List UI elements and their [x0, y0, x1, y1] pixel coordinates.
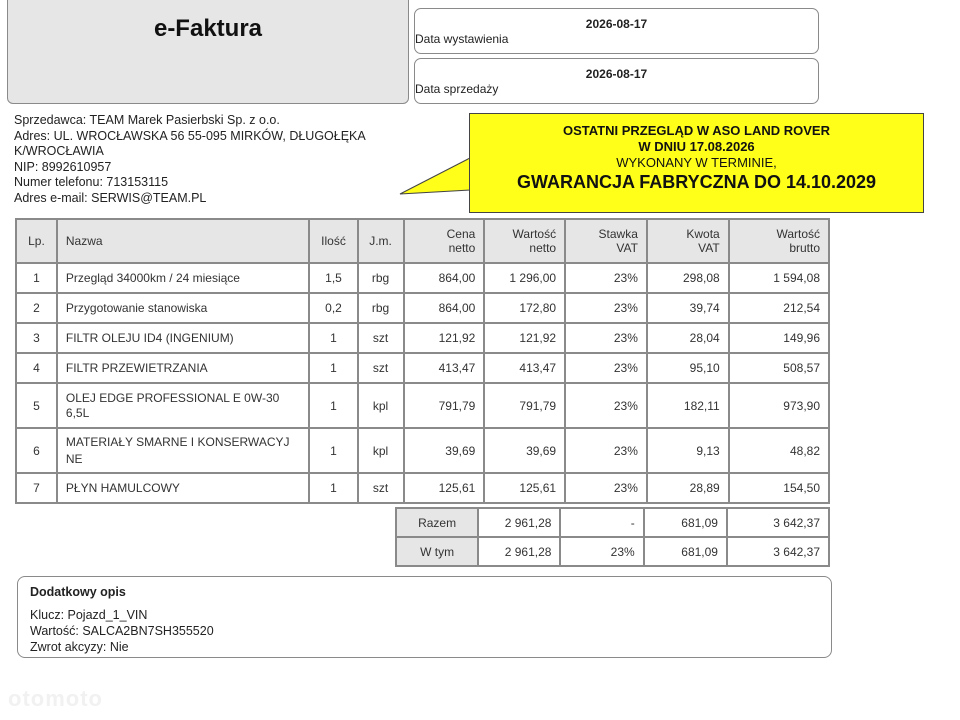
- cell-vat-rate: 23%: [565, 473, 647, 503]
- cell-net-value: 172,80: [484, 293, 565, 323]
- cell-lp: 5: [16, 383, 57, 428]
- summary-incl-rate: 23%: [560, 537, 643, 566]
- cell-vat-rate: 23%: [565, 293, 647, 323]
- header-qty: Ilość: [309, 219, 357, 263]
- cell-qty: 1: [309, 323, 357, 353]
- cell-unit: szt: [358, 323, 404, 353]
- cell-net-value: 1 296,00: [484, 263, 565, 293]
- sale-date-box: [414, 58, 819, 104]
- cell-vat-rate: 23%: [565, 353, 647, 383]
- additional-key: Klucz: Pojazd_1_VIN: [30, 608, 148, 622]
- header-vat-rate: Stawka VAT: [565, 219, 647, 263]
- sale-date: 2026-08-17: [585, 67, 648, 81]
- summary-incl-vat: 681,09: [644, 537, 727, 566]
- seller-info: [14, 113, 366, 206]
- cell-lp: 2: [16, 293, 57, 323]
- cell-net-price: 791,79: [404, 383, 485, 428]
- cell-net-price: 864,00: [404, 263, 485, 293]
- cell-lp: 3: [16, 323, 57, 353]
- summary-total-rate: -: [560, 508, 643, 537]
- cell-qty: 1: [309, 353, 357, 383]
- seller-address-cont: K/WROCŁAWIA: [14, 144, 104, 158]
- header-unit: J.m.: [358, 219, 404, 263]
- header-net-value: Wartość netto: [484, 219, 565, 263]
- summary-incl-gross: 3 642,37: [727, 537, 829, 566]
- items-table: [15, 218, 830, 504]
- issue-date: 2026-08-17: [585, 17, 648, 31]
- summary-total-vat: 681,09: [644, 508, 727, 537]
- cell-vat-amount: 298,08: [647, 263, 729, 293]
- cell-qty: 1: [309, 473, 357, 503]
- cell-qty: 1: [309, 428, 357, 473]
- additional-excise: Zwrot akcyzy: Nie: [30, 640, 129, 654]
- cell-vat-amount: 39,74: [647, 293, 729, 323]
- header-gross: Wartość brutto: [729, 219, 829, 263]
- cell-vat-amount: 28,04: [647, 323, 729, 353]
- cell-lp: 1: [16, 263, 57, 293]
- additional-description-heading: Dodatkowy opis: [30, 585, 126, 599]
- table-row: [16, 293, 829, 323]
- issue-date-label: Data wystawienia: [415, 32, 509, 46]
- cell-vat-rate: 23%: [565, 263, 647, 293]
- summary-total-row: [396, 508, 829, 537]
- cell-vat-amount: 9,13: [647, 428, 729, 473]
- cell-name: OLEJ EDGE PROFESSIONAL E 0W-30 6,5L: [57, 383, 310, 428]
- header-lp: Lp.: [16, 219, 57, 263]
- cell-unit: rbg: [358, 293, 404, 323]
- cell-net-value: 39,69: [484, 428, 565, 473]
- cell-name: Przygotowanie stanowiska: [57, 293, 310, 323]
- callout-line-2: W DNIU 17.08.2026: [638, 139, 755, 154]
- cell-unit: kpl: [358, 428, 404, 473]
- table-row: [16, 473, 829, 503]
- additional-value: Wartość: SALCA2BN7SH355520: [30, 624, 214, 638]
- cell-unit: szt: [358, 473, 404, 503]
- seller-nip: NIP: 8992610957: [14, 159, 112, 174]
- summary-incl-row: [396, 537, 829, 566]
- cell-vat-rate: 23%: [565, 323, 647, 353]
- cell-gross: 973,90: [729, 383, 829, 428]
- invoice-title: e-Faktura: [153, 15, 263, 42]
- summary-total-label: Razem: [396, 508, 478, 537]
- cell-qty: 1,5: [309, 263, 357, 293]
- callout-line-4: GWARANCJA FABRYCZNA DO 14.10.2029: [516, 172, 877, 192]
- cell-lp: 6: [16, 428, 57, 473]
- warranty-callout: [469, 113, 924, 213]
- cell-net-value: 121,92: [484, 323, 565, 353]
- cell-name: Przegląd 34000km / 24 miesiące: [57, 263, 310, 293]
- cell-lp: 7: [16, 473, 57, 503]
- title-box: [7, 0, 409, 104]
- summary-table: [395, 507, 830, 567]
- table-row: [16, 383, 829, 428]
- cell-gross: 212,54: [729, 293, 829, 323]
- cell-net-value: 125,61: [484, 473, 565, 503]
- cell-net-value: 413,47: [484, 353, 565, 383]
- cell-name: PŁYN HAMULCOWY: [57, 473, 310, 503]
- cell-vat-rate: 23%: [565, 428, 647, 473]
- cell-gross: 48,82: [729, 428, 829, 473]
- cell-net-price: 864,00: [404, 293, 485, 323]
- cell-qty: 0,2: [309, 293, 357, 323]
- cell-name: FILTR OLEJU ID4 (INGENIUM): [57, 323, 310, 353]
- cell-vat-amount: 28,89: [647, 473, 729, 503]
- table-row: [16, 353, 829, 383]
- cell-unit: rbg: [358, 263, 404, 293]
- seller-phone: Numer telefonu: 713153115: [14, 175, 169, 189]
- additional-description-box: [17, 576, 832, 658]
- cell-gross: 149,96: [729, 323, 829, 353]
- summary-incl-net: 2 961,28: [478, 537, 560, 566]
- issue-date-box: [414, 8, 819, 54]
- table-header-row: [16, 219, 829, 263]
- cell-vat-amount: 95,10: [647, 353, 729, 383]
- header-net-price: Cena netto: [404, 219, 485, 263]
- summary-total-net: 2 961,28: [478, 508, 560, 537]
- summary-incl-label: W tym: [396, 537, 478, 566]
- cell-net-price: 413,47: [404, 353, 485, 383]
- table-row: [16, 323, 829, 353]
- seller-name: Sprzedawca: TEAM Marek Pasierbski Sp. z o.o.: [14, 113, 280, 127]
- cell-name: MATERIAŁY SMARNE I KONSERWACYJ NE: [57, 428, 310, 473]
- table-row: [16, 263, 829, 293]
- callout-line-1: OSTATNI PRZEGLĄD W ASO LAND ROVER: [563, 123, 830, 138]
- header-vat-amount: Kwota VAT: [647, 219, 729, 263]
- cell-lp: 4: [16, 353, 57, 383]
- cell-vat-rate: 23%: [565, 383, 647, 428]
- header-name: Nazwa: [57, 219, 310, 263]
- seller-address: Adres: UL. WROCŁAWSKA 56 55-095 MIRKÓW, DŁUGOŁĘKA: [14, 128, 366, 143]
- sale-date-label: Data sprzedaży: [415, 82, 499, 96]
- cell-qty: 1: [309, 383, 357, 428]
- cell-net-price: 125,61: [404, 473, 485, 503]
- seller-email: Adres e-mail: SERWIS@TEAM.PL: [14, 190, 207, 205]
- cell-net-price: 39,69: [404, 428, 485, 473]
- cell-name: FILTR PRZEWIETRZANIA: [57, 353, 310, 383]
- cell-gross: 508,57: [729, 353, 829, 383]
- cell-net-value: 791,79: [484, 383, 565, 428]
- table-row: [16, 428, 829, 473]
- watermark-logo: otomoto: [8, 686, 103, 711]
- cell-gross: 154,50: [729, 473, 829, 503]
- cell-net-price: 121,92: [404, 323, 485, 353]
- cell-vat-amount: 182,11: [647, 383, 729, 428]
- callout-line-3: WYKONANY W TERMINIE,: [616, 155, 777, 170]
- callout-pointer: [395, 150, 475, 200]
- cell-unit: kpl: [358, 383, 404, 428]
- cell-unit: szt: [358, 353, 404, 383]
- summary-total-gross: 3 642,37: [727, 508, 829, 537]
- cell-gross: 1 594,08: [729, 263, 829, 293]
